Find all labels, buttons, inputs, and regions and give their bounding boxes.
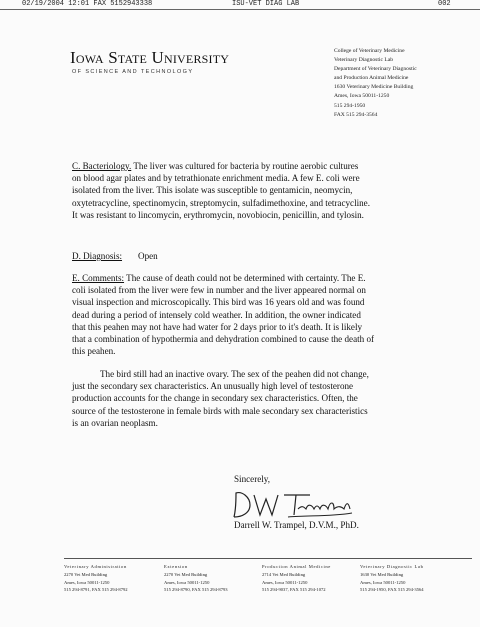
address-line: 515 294-1950 (334, 102, 366, 109)
university-logo: Iowa State University (70, 48, 230, 67)
footer-column (360, 563, 455, 594)
footer-line: 2270 Vet Med Building (164, 571, 208, 577)
footer-heading: Production Animal Medicine (262, 564, 331, 569)
footer-column (262, 563, 357, 594)
fax-sender: ISU-VET DIAG LAB (232, 0, 300, 8)
handwritten-signature (228, 487, 358, 523)
university-subtitle: OF SCIENCE AND TECHNOLOGY (72, 69, 194, 75)
footer-line: Ames, Iowa 50011-1250 (64, 579, 110, 585)
closing-salutation: Sincerely, (234, 474, 271, 484)
comments-line: that this peahen may not have had water for 2 days prior to it's death. It is likely (72, 321, 363, 332)
comments-line: source of the testosterone in female birds with male secondary sex characteristics (72, 405, 368, 416)
address-line: 1630 Veterinary Medicine Building (334, 84, 414, 91)
bacteriology-line: on blood agar plates and by tetrathionate enrichment media. A few E. coli were (72, 173, 360, 184)
footer-line: 515 294-9037, FAX 515 294-1072 (262, 587, 326, 593)
footer-column (164, 563, 259, 594)
comments-line: just the secondary sex characteristics. An unusually high level of testosterone (72, 381, 354, 392)
comments-line: The bird still had an inactive ovary. The sex of the peahen did not change, (100, 369, 369, 379)
bacteriology-line (72, 160, 452, 172)
comments-text: The cause of death could not be determined with certainty. The E. (126, 273, 366, 283)
footer-rule (64, 558, 472, 559)
address-line: Ames, Iowa 50011-1250 (334, 93, 390, 100)
comments-line: production accounts for the change in secondary sex characteristics. Often, the (72, 393, 358, 404)
footer-heading: Veterinary Diagnostic Lab (360, 564, 424, 569)
bacteriology-heading: C. Bacteriology. (72, 161, 132, 171)
fax-header (0, 0, 480, 11)
footer-line: 2270 Vet Med Building (64, 571, 108, 577)
comments-line: visual inspection and microscopically. This bird was 16 years old and was found (72, 297, 365, 308)
address-line: Department of Veterinary Diagnostic (334, 66, 417, 73)
footer-line: Ames, Iowa 50011-1250 (262, 579, 308, 585)
fax-header-rule (0, 9, 480, 10)
address-line: FAX 515 294-3564 (334, 111, 378, 118)
bacteriology-section (72, 160, 452, 221)
diagnosis-section (72, 250, 372, 262)
comments-section (72, 272, 452, 357)
footer-heading: Extension (164, 564, 188, 569)
comments-heading: E. Comments: (72, 273, 125, 283)
footer-line: 2714 Vet Med Building (262, 571, 306, 577)
footer-line: 515 294-8790, FAX 515 294-8793 (164, 587, 228, 593)
diagnosis-value: Open (138, 251, 158, 261)
address-line: Veterinary Diagnostic Lab (334, 57, 394, 64)
bacteriology-line: It was resistant to lincomycin, erythromycin, novobiocin, penicillin, and tylosin. (72, 209, 364, 220)
fax-page-number: 002 (438, 0, 451, 8)
bacteriology-line: oxytetracycline, spectinomycin, streptomycin, sulfadimethoxine, and tetracycline. (72, 197, 370, 208)
footer-line: Ames, Iowa 50011-1250 (164, 579, 210, 585)
comments-line: is an ovarian neoplasm. (72, 417, 158, 428)
comments-line: coli isolated from the liver were few in number and the liver appeared normal on (72, 285, 366, 296)
department-address (334, 47, 474, 120)
footer-column (64, 563, 159, 594)
comments-line: that a combination of hypothermia and dehydration combined to cause the death of (72, 334, 375, 345)
footer-line: Ames, Iowa 50011-1250 (360, 579, 406, 585)
address-line: College of Veterinary Medicine (334, 48, 405, 54)
diagnosis-heading: D. Diagnosis: (72, 251, 123, 261)
bacteriology-line: isolated from the liver. This isolate was susceptible to gentamicin, neomycin, (72, 185, 353, 196)
signer-name: Darrell W. Trampel, D.V.M., PhD. (234, 520, 359, 530)
footer-line: 515 294-8791, FAX 515 294-8792 (64, 587, 128, 593)
address-line: and Production Animal Medicine (334, 75, 409, 82)
comments-line: dead during a period of intensely cold weather. In addition, the owner indicated (72, 309, 361, 320)
comments-paragraph-2 (72, 368, 452, 429)
bacteriology-text: The liver was cultured for bacteria by routine aerobic cultures (133, 161, 359, 171)
comments-line: this peahen. (72, 346, 116, 357)
footer-heading: Veterinary Administration (64, 564, 127, 569)
fax-timestamp: 02/19/2004 12:01 FAX 5152943338 (22, 0, 153, 8)
footer-line: 1630 Vet Med Building (360, 571, 404, 577)
footer-line: 515 294-1950, FAX 515 294-3564 (360, 587, 424, 593)
comments-line (72, 272, 452, 284)
